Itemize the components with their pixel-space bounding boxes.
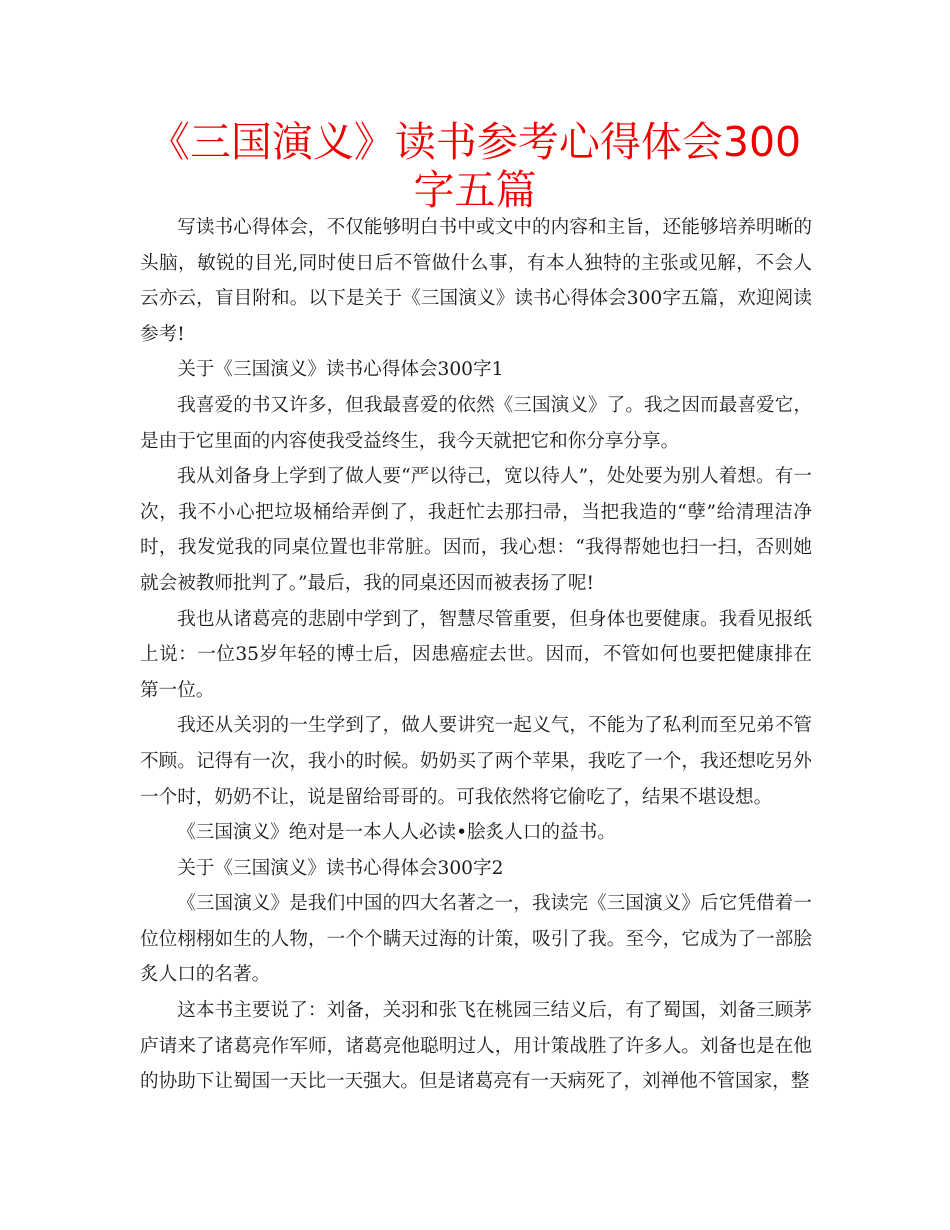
body-paragraph: 我从刘备身上学到了做人要“严以待己，宽以待人”，处处要为别人着想。有一次，我不小心把垃圾桶给弄倒了，我赶忙去那扫帚，当把我造的“孽”给清理洁净时，我发觉我的同桌位置也非常脏。因而，我心想：“我得帮她也扫一扫，否则她就会被教师批判了。”最后，我的同桌还因而被表扬了呢! [140, 466, 812, 594]
body-paragraph: 《三国演义》绝对是一本人人必读•脍炙人口的益书。 [177, 822, 616, 844]
body-paragraph: 我还从关羽的一生学到了，做人要讲究一起义气，不能为了私利而至兄弟不管不顾。记得有一次，我小的时候。奶奶买了两个苹果，我吃了一个，我还想吃另外一个时，奶奶不让，说是留给哥哥的。可我依然将它偷吃了，结果不堪设想。 [140, 715, 812, 808]
section-heading-2: 关于《三国演义》读书心得体会300字2 [177, 857, 504, 879]
body-paragraph: 我也从诸葛亮的悲剧中学到了，智慧尽管重要，但身体也要健康。我看见报纸上说：一位35岁年轻的博士后，因患癌症去世。因而，不管如何也要把健康排在第一位。 [140, 608, 812, 701]
document-title: 《三国演义》读书参考心得体会300字五篇 [148, 118, 802, 214]
section-heading-1: 关于《三国演义》读书心得体会300字1 [177, 359, 504, 381]
intro-paragraph: 写读书心得体会，不仅能够明白书中或文中的内容和主旨，还能够培养明晰的头脑，敏锐的目光,同时使日后不管做什么事，有本人独特的主张或见解，不会人云亦云，盲目附和。以下是关于《三国演义》读书心得体会300字五篇，欢迎阅读参考! [140, 217, 812, 345]
document-body [140, 210, 812, 1100]
body-paragraph: 《三国演义》是我们中国的四大名著之一，我读完《三国演义》后它凭借着一位位栩栩如生的人物，一个个瞒天过海的计策，吸引了我。至今，它成为了一部脍炙人口的名著。 [140, 893, 812, 986]
body-paragraph: 这本书主要说了：刘备，关羽和张飞在桃园三结义后，有了蜀国，刘备三顾茅庐请来了诸葛亮作军师，诸葛亮他聪明过人，用计策战胜了许多人。刘备也是在他的协助下让蜀国一天比一天强大。但是诸葛亮有一天病死了，刘禅他不管国家，整 [140, 1000, 812, 1093]
body-paragraph: 我喜爱的书又许多，但我最喜爱的依然《三国演义》了。我之因而最喜爱它，是由于它里面的内容使我受益终生，我今天就把它和你分享分享。 [140, 394, 812, 452]
